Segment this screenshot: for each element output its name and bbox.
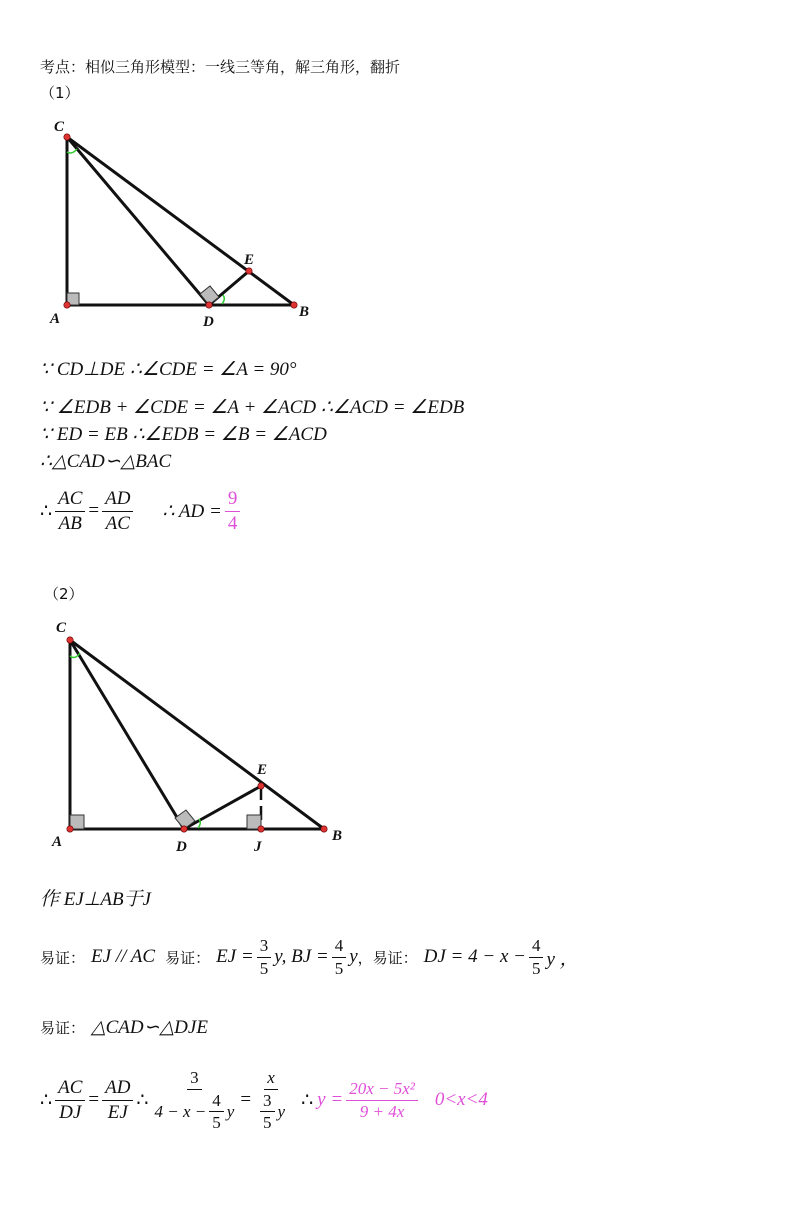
fig2-label-j: J xyxy=(254,839,262,855)
fig2-point-a xyxy=(67,826,73,832)
fig2-point-c xyxy=(67,637,73,643)
fig1-label-d: D xyxy=(203,314,214,330)
fig2-segment-cd xyxy=(70,640,184,829)
fig2-label-e: E xyxy=(257,762,268,778)
fig2-label-a: A xyxy=(52,834,63,850)
part1-answer: $\frac{9}{4}$ xyxy=(225,488,241,535)
part2-answer-range: 0<x<4 xyxy=(434,1089,488,1111)
part2-answer-fraction: $\frac{\text{20x − 5x²}}{9 + 4x}$ xyxy=(346,1079,418,1121)
fig2-point-j xyxy=(258,826,264,832)
fig2-label-d: D xyxy=(176,839,187,855)
fig2-point-d xyxy=(181,826,187,832)
part1-result-prefix: ∴ AD = xyxy=(162,500,222,522)
topic-header: 考点：相似三角形模型：一线三等角，解三角形，翻折 xyxy=(40,58,401,76)
part1-line-3: ∵ ED = EB ∴∠EDB = ∠B = ∠ACD xyxy=(40,424,327,445)
part1-label: （1） xyxy=(40,84,80,102)
part2-answer-lhs: y = xyxy=(317,1089,344,1111)
part2-construct-line: 作 EJ⊥AB于J xyxy=(40,889,151,910)
part1-line-4: ∴△CAD∽△BAC xyxy=(40,451,172,472)
fig1-label-e: E xyxy=(244,252,255,268)
part2-easy-line-2: 易证： △CAD∽△DJE xyxy=(40,1017,208,1038)
part1-line-2: ∵ ∠EDB + ∠CDE = ∠A + ∠ACD ∴∠ACD = ∠EDB xyxy=(40,397,465,418)
fig1-label-a: A xyxy=(50,311,61,327)
fig2-segment-cb xyxy=(70,640,324,829)
fig1-label-c: C xyxy=(54,119,65,135)
fig2-point-e xyxy=(258,783,264,789)
part2-final-line: ∴ $\frac{AC}{DJ}$ = $\frac{AD}{EJ}$ ∴ 3 4 − x − $\frac{4}{5}$ y = x $\frac{3}{5}$ y ∴ y = $\frac{\text{20x − 5x²}}{9 + 4x}$ 0<x<4 xyxy=(40,1068,488,1133)
fig1-label-b: B xyxy=(299,304,310,320)
part1-ratio-line: ∴ $\frac{AC}{AB}$ = $\frac{AD}{AC}$ ∴ AD = $\frac{9}{4}$ xyxy=(40,488,243,535)
part1-line-1: ∵ CD⊥DE ∴∠CDE = ∠A = 90° xyxy=(40,359,297,380)
fig2-label-c: C xyxy=(56,620,67,636)
part2-easy-line-1: 易证： EJ // AC 易证： EJ = $\frac{3}{5}$ y, BJ = $\frac{4}{5}$ y ，易证： DJ = 4 − x − $\frac{4}{5}$ y ， xyxy=(40,936,579,978)
fig2-point-b xyxy=(321,826,327,832)
part2-label: （2） xyxy=(44,585,84,603)
fig2-label-b: B xyxy=(332,828,343,844)
